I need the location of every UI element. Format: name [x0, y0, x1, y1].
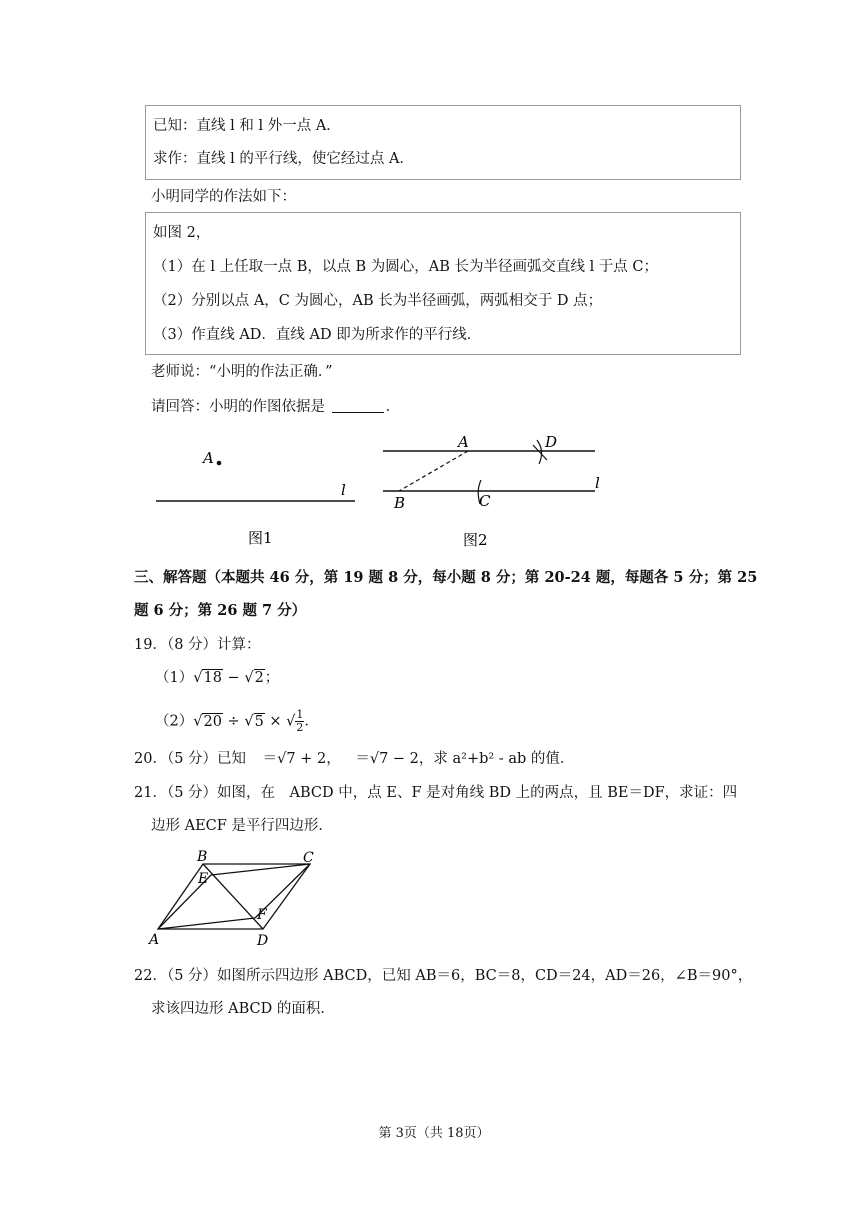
q20-expr-1: ＝√7 + 2， [262, 751, 341, 767]
fig3-segment-ec [211, 864, 310, 875]
q22-stem-cont: 求该四边形 ABCD 的面积． [151, 1001, 335, 1017]
fig3-label-e: E [198, 871, 209, 887]
q19-p1-end: ； [264, 670, 280, 686]
fig3-parallelogram-abcd [158, 864, 310, 929]
figure-2 [375, 430, 615, 555]
fig3-label-b: B [197, 849, 208, 865]
q19-stem: 19．（8 分）计算： [134, 637, 261, 653]
teacher-comment: 老师说：“小明的作法正确．” [151, 364, 333, 380]
answer-blank[interactable] [332, 398, 384, 413]
fig2-label-a: A [458, 433, 469, 451]
page-footer: 第 3页（共 18页） [378, 1126, 490, 1141]
answer-prompt-text: 请回答：小明的作图依据是 [151, 399, 325, 415]
q20-tail: 求 a²+b² - ab 的值． [433, 751, 575, 767]
q19-part-1: （1）√18 − √2； [155, 670, 280, 686]
q19-p2-prefix: （2） [155, 713, 194, 730]
step-1: （1）在 l 上任取一点 B，以点 B 为圆心，AB 长为半径画弧交直线 l 于点 C； [153, 259, 659, 275]
q22-stem: 22．（5 分）如图所示四边形 ABCD，已知 AB＝6，BC＝8，CD＝24，AD＝26，∠B＝90°， [134, 968, 753, 984]
fig1-point-a [217, 461, 222, 466]
q21-stem-cont: 边形 AECF 是平行四边形． [151, 818, 333, 834]
to-construct-line: 求作：直线 l 的平行线，使它经过点 A． [153, 151, 414, 167]
answer-prompt [151, 397, 400, 417]
fig2-segment-ab [399, 451, 468, 491]
q19-p1-radicand-2: 2 [254, 670, 264, 686]
section-3-heading-cont: 题 6 分；第 26 题 7 分） [134, 602, 307, 619]
q19-p2-den: 2 [296, 721, 304, 734]
fig3-label-d: D [257, 933, 269, 949]
q19-part-2: （2）√20 ÷ √5 × √ $\frac{1}{2}$ ． [155, 708, 319, 734]
given-line: 已知：直线 l 和 l 外一点 A． [153, 118, 341, 134]
q20 [134, 749, 574, 769]
fig1-label-a: A [203, 449, 214, 467]
section-3-heading: 三、解答题（本题共 46 分，第 19 题 8 分，每小题 8 分；第 20-24 题，每题各 5 分；第 25 [134, 569, 758, 586]
fig3-label-a: A [149, 932, 160, 948]
method-intro: 小明同学的作法如下： [151, 189, 296, 205]
fig1-caption: 图1 [248, 529, 273, 547]
q20-prefix: 20．（5 分）已知 [134, 751, 247, 767]
q19-p2-div: ÷ [222, 713, 245, 730]
fig2-label-d: D [545, 433, 558, 451]
q19-p2-times: × [264, 713, 287, 730]
q19-p2-radicand-1: 20 [203, 713, 222, 730]
fig2-caption: 图2 [463, 531, 488, 549]
figure-1 [150, 440, 365, 550]
fig2-label-c: C [479, 492, 491, 510]
q19-p1-prefix: （1） [155, 670, 194, 686]
fig3-label-c: C [303, 850, 314, 866]
step-3: （3）作直线 AD．直线 AD 即为所求作的平行线． [153, 327, 482, 343]
fig3-label-f: F [257, 907, 267, 923]
q19-p2-num: 1 [296, 708, 304, 721]
q20-expr-2: ＝√7 − 2， [355, 751, 434, 767]
step-2: （2）分别以点 A，C 为圆心，AB 长为半径画弧，两弧相交于 D 点； [153, 293, 603, 309]
q19-p2-radicand-2: 5 [254, 713, 264, 730]
fig2-label-l: l [595, 474, 600, 492]
figure-3-parallelogram [145, 845, 330, 950]
step-intro: 如图 2， [153, 225, 211, 241]
q19-p1-radicand-1: 18 [203, 670, 222, 686]
fig3-diagonal-bd [203, 864, 263, 929]
fig3-segment-af [158, 918, 255, 929]
q19-p1-minus: − [222, 670, 245, 686]
fig2-label-b: B [394, 494, 406, 512]
q19-p2-end: ． [304, 713, 319, 730]
answer-prompt-end: ． [385, 399, 401, 415]
fig1-label-l: l [341, 481, 346, 499]
q21-stem: 21．（5 分）如图，在 ABCD 中，点 E、F 是对角线 BD 上的两点，且 BE＝DF，求证：四 [134, 785, 738, 801]
